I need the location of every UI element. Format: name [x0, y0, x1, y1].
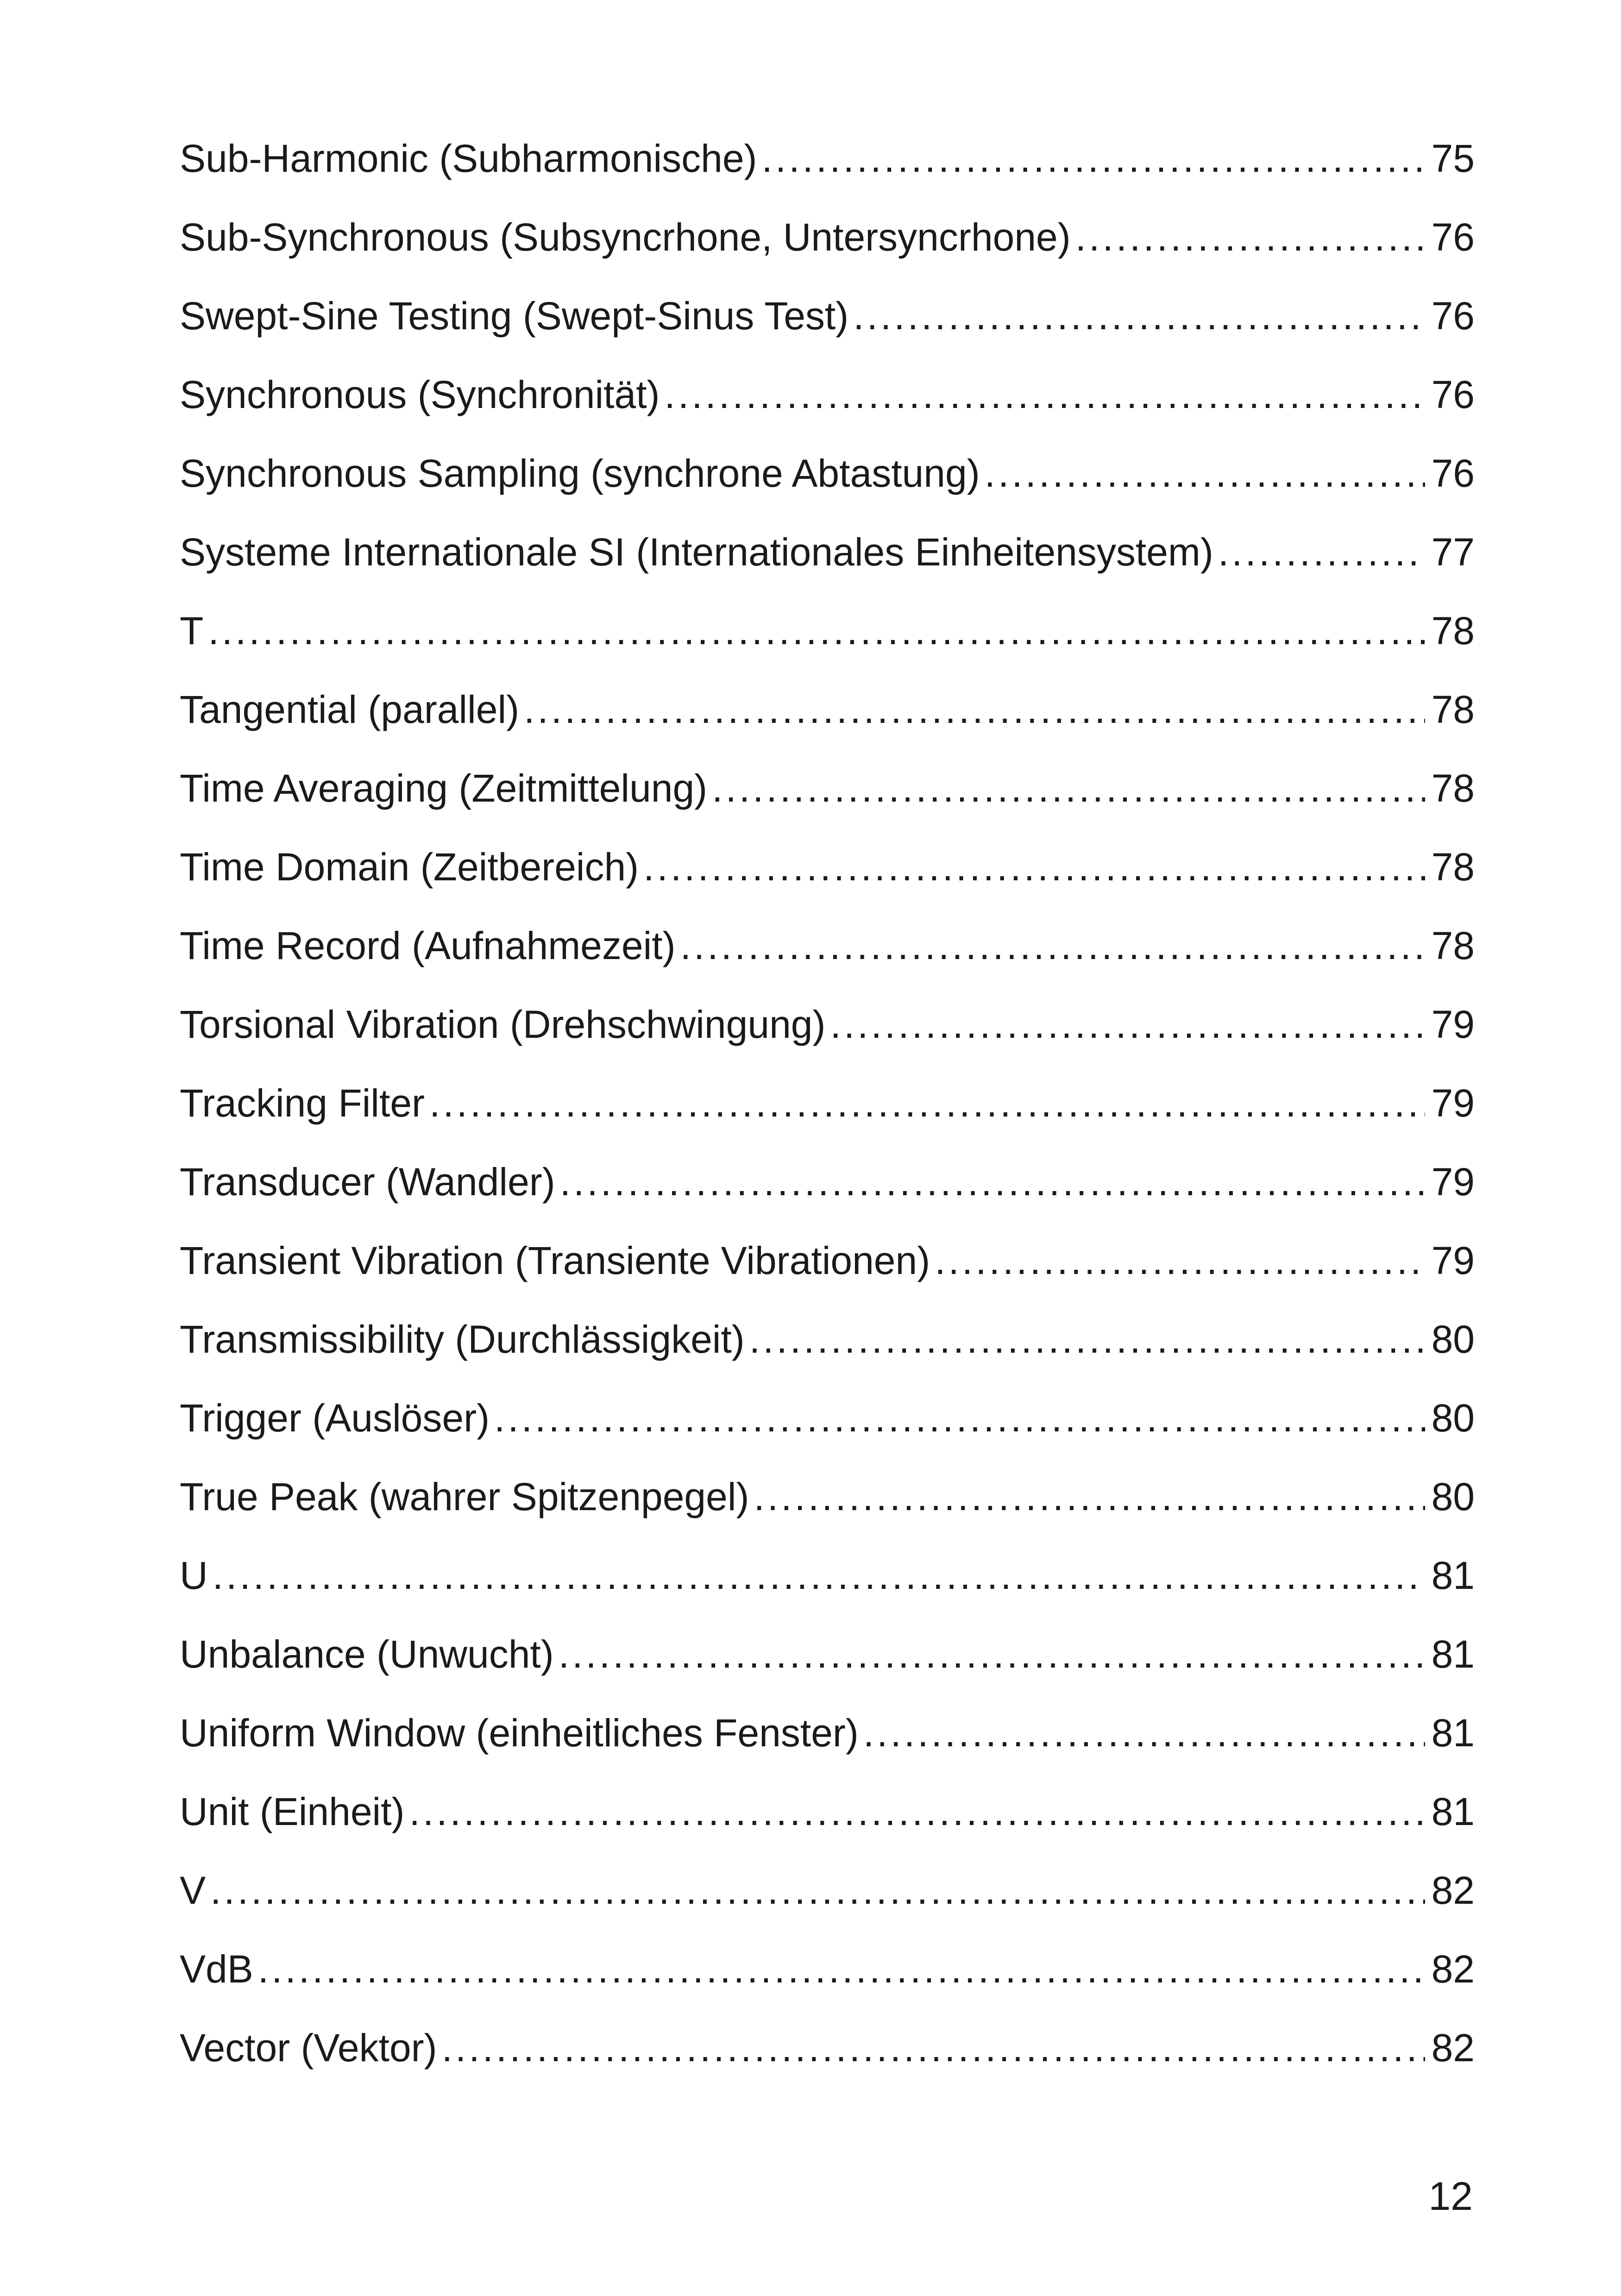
- toc-dot-leader: [985, 454, 1425, 493]
- toc-dot-leader: [665, 375, 1425, 414]
- toc-entry-title: Time Domain (Zeitbereich): [180, 845, 639, 889]
- toc-dot-leader: [494, 1399, 1425, 1437]
- toc-entry-title: Tracking Filter: [180, 1081, 425, 1125]
- toc-entry-title: Sub-Synchronous (Subsyncrhone, Untersyncrhone): [180, 215, 1071, 259]
- toc-entry-title: U: [180, 1554, 208, 1597]
- toc-entry-title: Trigger (Auslöser): [180, 1396, 490, 1440]
- toc-entry[interactable]: [180, 1396, 1475, 1477]
- toc-entry-page: 77: [1431, 530, 1475, 574]
- toc-dot-leader: [258, 1950, 1425, 1989]
- toc-entry[interactable]: [180, 454, 1475, 533]
- toc-entry[interactable]: [180, 1477, 1475, 1556]
- toc-entry[interactable]: [180, 215, 1475, 296]
- toc-dot-leader: [935, 1241, 1425, 1280]
- toc-entry-page: 82: [1431, 1869, 1475, 1912]
- toc-dot-leader: [863, 1713, 1425, 1752]
- toc-entry-page: 78: [1431, 766, 1475, 810]
- toc-entry-title: Transient Vibration (Transiente Vibrationen): [180, 1239, 930, 1282]
- toc-entry-page: 79: [1431, 1239, 1475, 1282]
- toc-entry-title: Synchronous Sampling (synchrone Abtastung): [180, 452, 980, 495]
- toc-entry-page: 76: [1431, 215, 1475, 259]
- toc-entry[interactable]: [180, 611, 1475, 690]
- toc-dot-leader: [754, 1477, 1425, 1516]
- toc-entry-page: 81: [1431, 1790, 1475, 1833]
- toc-dot-leader: [643, 847, 1425, 886]
- toc-dot-leader: [409, 1792, 1425, 1831]
- toc-dot-leader: [853, 296, 1425, 335]
- toc-entry-page: 81: [1431, 1711, 1475, 1755]
- toc-entry[interactable]: [180, 1162, 1475, 1241]
- toc-entry[interactable]: [180, 296, 1475, 375]
- toc-entry-page: 75: [1431, 137, 1475, 180]
- toc-entry-title: Torsional Vibration (Drehschwingung): [180, 1003, 826, 1046]
- toc-entry-page: 80: [1431, 1396, 1475, 1440]
- toc-entry-page: 79: [1431, 1003, 1475, 1046]
- toc-entry[interactable]: [180, 2028, 1475, 2107]
- toc-entry-title: Unit (Einheit): [180, 1790, 405, 1833]
- toc-dot-leader: [1218, 533, 1425, 571]
- toc-entry[interactable]: [180, 1317, 1475, 1399]
- toc-entry[interactable]: [180, 375, 1475, 454]
- toc-entry[interactable]: [180, 530, 1475, 611]
- table-of-contents: [180, 139, 1475, 2107]
- toc-entry-title: Tangential (parallel): [180, 688, 520, 731]
- toc-entry[interactable]: [180, 1947, 1475, 2028]
- toc-dot-leader: [830, 1005, 1425, 1044]
- toc-entry-page: 78: [1431, 688, 1475, 731]
- toc-entry-title: V: [180, 1869, 206, 1912]
- toc-entry-page: 78: [1431, 924, 1475, 967]
- toc-dot-leader: [1075, 218, 1425, 257]
- toc-entry-page: 79: [1431, 1081, 1475, 1125]
- toc-entry-title: True Peak (wahrer Spitzenpegel): [180, 1475, 749, 1518]
- toc-entry-page: 78: [1431, 845, 1475, 889]
- toc-entry-page: 80: [1431, 1317, 1475, 1361]
- toc-entry-page: 81: [1431, 1632, 1475, 1676]
- toc-entry[interactable]: [180, 1792, 1475, 1871]
- toc-entry-title: T: [180, 609, 204, 652]
- toc-entry-title: Vector (Vektor): [180, 2026, 437, 2070]
- toc-entry-title: Swept-Sine Testing (Swept-Sinus Test): [180, 294, 849, 338]
- toc-entry[interactable]: [180, 926, 1475, 1005]
- toc-entry[interactable]: [180, 1871, 1475, 1950]
- toc-dot-leader: [208, 611, 1425, 650]
- toc-dot-leader: [559, 1635, 1425, 1674]
- toc-dot-leader: [442, 2028, 1425, 2067]
- toc-entry[interactable]: [180, 1081, 1475, 1162]
- toc-entry-page: 81: [1431, 1554, 1475, 1597]
- toc-dot-leader: [429, 1084, 1425, 1123]
- toc-entry-title: Time Averaging (Zeitmittelung): [180, 766, 708, 810]
- toc-entry-page: 76: [1431, 294, 1475, 338]
- toc-entry[interactable]: [180, 139, 1475, 218]
- toc-dot-leader: [524, 690, 1425, 729]
- toc-entry-page: 82: [1431, 1947, 1475, 1991]
- toc-entry-page: 82: [1431, 2026, 1475, 2070]
- toc-dot-leader: [749, 1320, 1425, 1359]
- toc-entry[interactable]: [180, 1713, 1475, 1792]
- toc-entry[interactable]: [180, 1632, 1475, 1713]
- toc-entry-title: VdB: [180, 1947, 253, 1991]
- toc-entry[interactable]: [180, 1241, 1475, 1320]
- toc-entry-page: 79: [1431, 1160, 1475, 1204]
- toc-entry-title: Transducer (Wandler): [180, 1160, 555, 1204]
- toc-entry-title: Systeme Internationale SI (Internationales Einheitensystem): [180, 530, 1213, 574]
- toc-entry-title: Time Record (Aufnahmezeit): [180, 924, 676, 967]
- toc-entry-title: Uniform Window (einheitliches Fenster): [180, 1711, 859, 1755]
- toc-dot-leader: [680, 926, 1425, 965]
- toc-entry-title: Unbalance (Unwucht): [180, 1632, 554, 1676]
- toc-entry-page: 76: [1431, 452, 1475, 495]
- toc-entry-title: Sub-Harmonic (Subharmonische): [180, 137, 757, 180]
- toc-entry[interactable]: [180, 847, 1475, 926]
- toc-dot-leader: [762, 139, 1425, 178]
- toc-entry-page: 78: [1431, 609, 1475, 652]
- toc-entry-page: 76: [1431, 373, 1475, 416]
- toc-entry[interactable]: [180, 1005, 1475, 1084]
- toc-dot-leader: [560, 1162, 1425, 1201]
- toc-dot-leader: [213, 1556, 1425, 1595]
- toc-entry-page: 80: [1431, 1475, 1475, 1518]
- toc-entry[interactable]: [180, 1556, 1475, 1635]
- toc-dot-leader: [210, 1871, 1425, 1910]
- toc-dot-leader: [712, 769, 1425, 808]
- toc-entry-title: Transmissibility (Durchlässigkeit): [180, 1317, 745, 1361]
- toc-entry[interactable]: [180, 690, 1475, 769]
- toc-entry-title: Synchronous (Synchronität): [180, 373, 660, 416]
- toc-entry[interactable]: [180, 766, 1475, 847]
- page-number: 12: [1428, 2174, 1473, 2219]
